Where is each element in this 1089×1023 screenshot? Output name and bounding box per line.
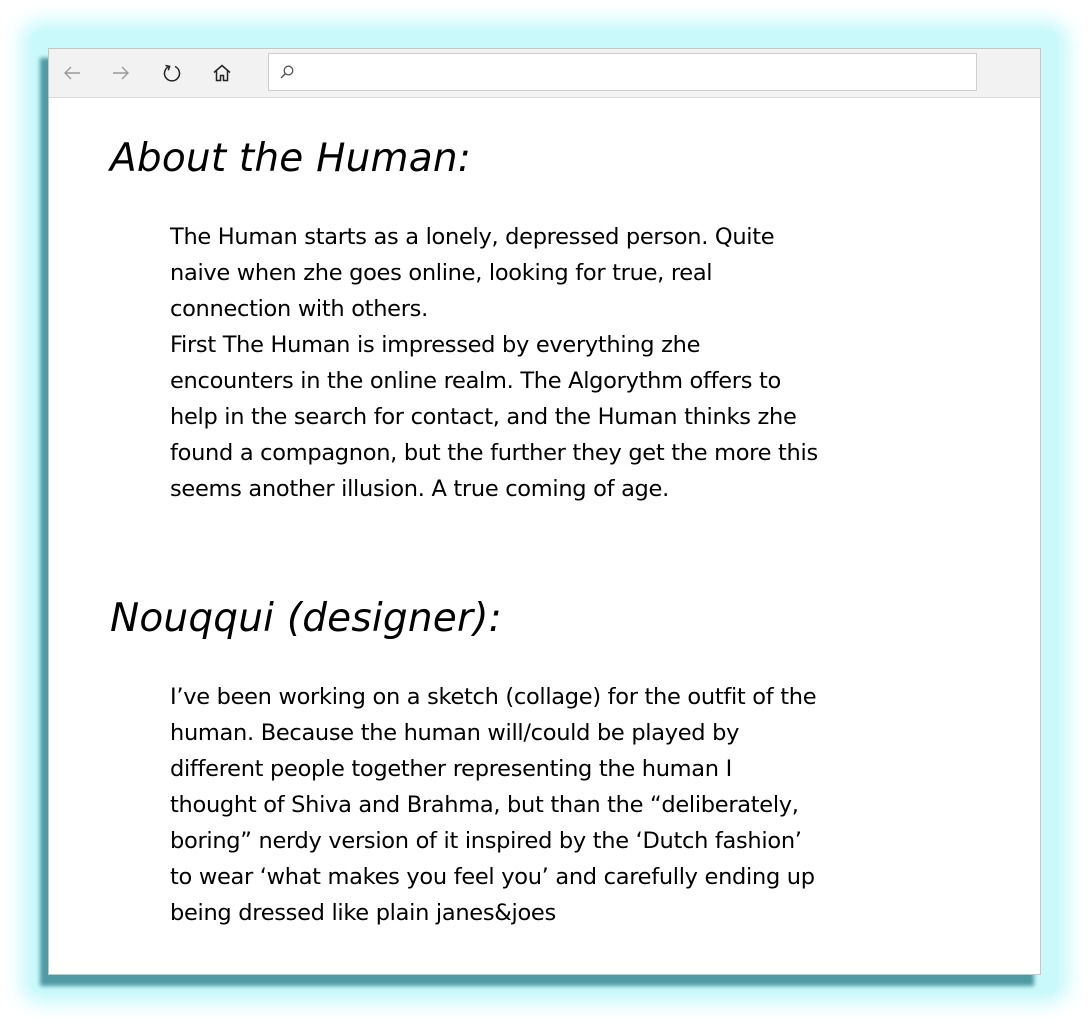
refresh-icon <box>161 62 183 84</box>
text-line: encounters in the online realm. The Algorythm offers to <box>170 368 782 394</box>
search-icon <box>279 64 295 80</box>
section-paragraph-about-human <box>170 219 950 507</box>
text-line: to wear ‘what makes you feel you’ and carefully ending up <box>170 864 815 890</box>
text-line: seems another illusion. A true coming of age. <box>170 476 669 502</box>
text-line: human. Because the human will/could be played by <box>170 720 740 746</box>
text-line: The Human starts as a lonely, depressed person. Quite <box>170 224 775 250</box>
text-line: boring” nerdy version of it inspired by the ‘Dutch fashion’ <box>170 828 802 854</box>
address-input[interactable] <box>301 58 965 88</box>
text-line: connection with others. <box>170 296 428 322</box>
back-button[interactable] <box>58 59 86 87</box>
section-heading-about-human: About the Human: <box>110 136 472 181</box>
address-bar[interactable] <box>268 53 977 91</box>
page-content <box>49 98 1040 974</box>
arrow-right-icon <box>110 62 132 84</box>
refresh-button[interactable] <box>158 59 186 87</box>
text-line: I’ve been working on a sketch (collage) for the outfit of the <box>170 684 817 710</box>
text-line: being dressed like plain janes&joes <box>170 900 556 926</box>
home-icon <box>211 62 233 84</box>
browser-toolbar <box>49 49 1040 98</box>
arrow-left-icon <box>61 62 83 84</box>
text-line: First The Human is impressed by everything zhe <box>170 332 701 358</box>
home-button[interactable] <box>208 59 236 87</box>
text-line: different people together representing the human I <box>170 756 732 782</box>
text-line: naive when zhe goes online, looking for true, real <box>170 260 713 286</box>
forward-button[interactable] <box>107 59 135 87</box>
text-line: found a compagnon, but the further they get the more this <box>170 440 818 466</box>
section-paragraph-designer <box>170 679 950 931</box>
text-line: help in the search for contact, and the Human thinks zhe <box>170 404 797 430</box>
section-heading-designer: Nouqqui (designer): <box>110 596 502 641</box>
text-line: thought of Shiva and Brahma, but than the “deliberately, <box>170 792 799 818</box>
browser-window <box>48 48 1041 975</box>
